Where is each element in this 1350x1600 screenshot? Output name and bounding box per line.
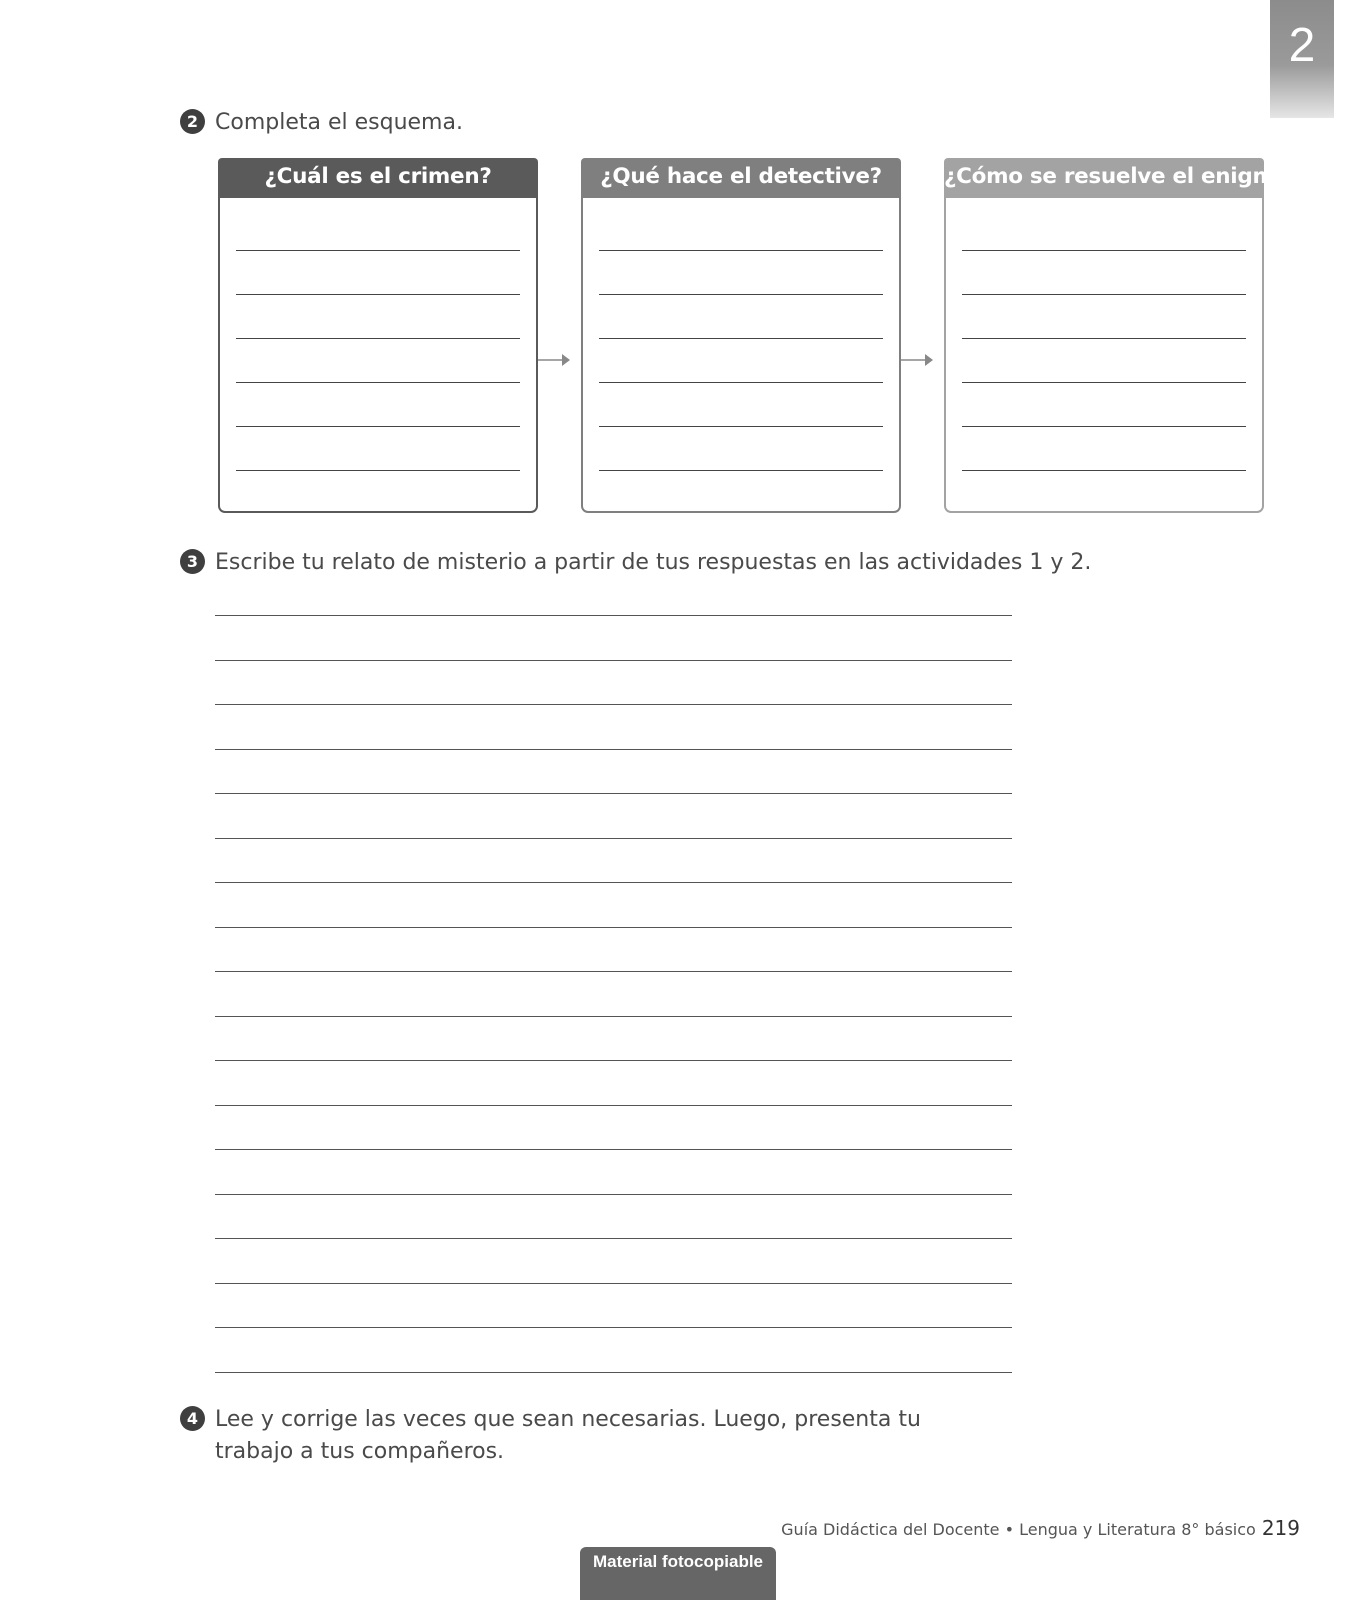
writing-line xyxy=(236,250,520,251)
writing-line xyxy=(236,338,520,339)
schema-box-writing-area[interactable] xyxy=(944,196,1264,513)
task-2 xyxy=(180,107,463,139)
task-number-badge: 4 xyxy=(180,1406,205,1431)
writing-line xyxy=(215,882,1012,883)
page-number: 219 xyxy=(1261,1516,1300,1540)
writing-line xyxy=(599,338,883,339)
page-footer xyxy=(781,1516,1300,1540)
writing-line xyxy=(215,704,1012,705)
writing-line xyxy=(962,250,1246,251)
writing-line xyxy=(599,294,883,295)
writing-line xyxy=(599,382,883,383)
writing-line xyxy=(215,1016,1012,1017)
writing-line xyxy=(599,470,883,471)
writing-line xyxy=(962,294,1246,295)
unit-number: 2 xyxy=(1288,19,1316,72)
writing-line xyxy=(962,382,1246,383)
writing-line xyxy=(215,1327,1012,1328)
task-instruction: Lee y corrige las veces que sean necesarias. Luego, presenta tu trabajo a tus compañeros. xyxy=(215,1407,921,1464)
schema-box-title: ¿Qué hace el detective? xyxy=(581,158,901,196)
schema-box-title: ¿Cómo se resuelve el enigma? xyxy=(944,158,1264,196)
writing-line xyxy=(215,1372,1012,1373)
writing-line xyxy=(215,1238,1012,1239)
arrow-right-icon xyxy=(538,353,570,367)
writing-line xyxy=(215,1194,1012,1195)
writing-line xyxy=(215,971,1012,972)
writing-line xyxy=(215,749,1012,750)
schema-box-detective xyxy=(581,158,901,513)
schema-box-enigma xyxy=(944,158,1301,513)
schema-box-crime xyxy=(218,158,538,513)
writing-line xyxy=(962,470,1246,471)
writing-line xyxy=(962,426,1246,427)
writing-line xyxy=(215,838,1012,839)
book-title: Guía Didáctica del Docente • Lengua y Literatura 8° básico xyxy=(781,1520,1256,1539)
unit-number-tab xyxy=(1270,0,1334,118)
task-number-badge: 2 xyxy=(180,109,205,134)
schema-box-writing-area[interactable] xyxy=(581,196,901,513)
writing-line xyxy=(215,1105,1012,1106)
writing-line xyxy=(215,615,1012,616)
writing-line xyxy=(236,382,520,383)
task-number-badge: 3 xyxy=(180,549,205,574)
schema-box-writing-area[interactable] xyxy=(218,196,538,513)
task-instruction: Completa el esquema. xyxy=(215,110,463,135)
writing-line xyxy=(599,250,883,251)
writing-line xyxy=(215,793,1012,794)
writing-line xyxy=(215,660,1012,661)
arrow-right-icon xyxy=(901,353,933,367)
writing-line xyxy=(236,470,520,471)
writing-line xyxy=(599,426,883,427)
task-4 xyxy=(180,1404,980,1468)
writing-line xyxy=(215,1283,1012,1284)
writing-line xyxy=(215,1060,1012,1061)
task-instruction: Escribe tu relato de misterio a partir de tus respuestas en las actividades 1 y 2. xyxy=(215,550,1092,575)
task-3 xyxy=(180,547,1091,579)
material-fotocopiable-label: Material fotocopiable xyxy=(580,1547,776,1600)
writing-line xyxy=(215,927,1012,928)
writing-line xyxy=(236,426,520,427)
writing-line xyxy=(215,1149,1012,1150)
writing-line xyxy=(962,338,1246,339)
writing-line xyxy=(236,294,520,295)
schema-box-title: ¿Cuál es el crimen? xyxy=(218,158,538,196)
